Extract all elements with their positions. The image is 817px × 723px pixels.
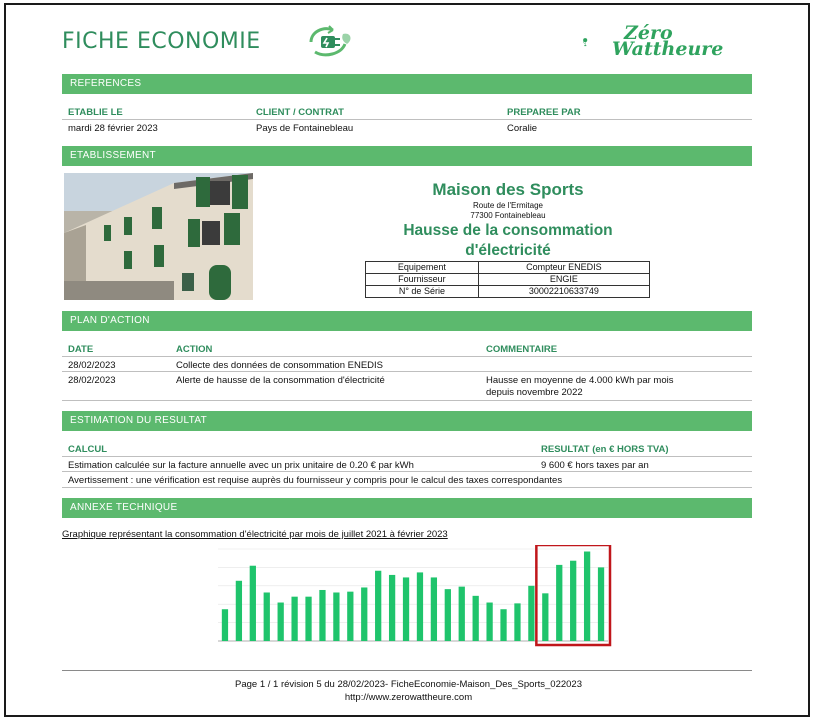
result-value: 9 600 € hors taxes par an xyxy=(541,460,649,471)
table-row xyxy=(366,274,650,286)
chart-bars xyxy=(222,552,604,641)
table-row xyxy=(366,286,650,298)
result-header: RESULTAT (en € HORS TVA) xyxy=(541,444,669,455)
footer-url: http://www.zerowattheure.com xyxy=(344,692,473,703)
chart-bar xyxy=(598,567,604,641)
warning-text: Avertissement : une vérification est requise auprès du fournisseur y compris pour le calcul des taxes correspondantes xyxy=(68,475,563,486)
chart-bar xyxy=(431,577,437,641)
serial-label: N° de Série xyxy=(366,286,479,298)
chart-bar xyxy=(222,609,228,641)
chart-bar xyxy=(250,566,256,641)
chart-bar xyxy=(403,577,409,641)
chart-bar xyxy=(570,561,576,641)
chart-bar xyxy=(445,589,451,641)
section-annexe: ANNEXE TECHNIQUE xyxy=(62,498,752,518)
address-city: 77300 Fontainebleau xyxy=(470,211,546,220)
headline xyxy=(350,221,666,261)
chart-bar xyxy=(291,597,297,641)
client-label: CLIENT / CONTRAT xyxy=(256,107,344,118)
chart-bar xyxy=(347,592,353,641)
logo-text-wattheure: Wattheure xyxy=(612,38,724,60)
established-value: mardi 28 février 2023 xyxy=(68,123,158,134)
logo-text-zero: Zéro xyxy=(624,22,673,44)
plan-row2-date: 28/02/2023 xyxy=(68,375,116,386)
consumption-chart xyxy=(198,545,618,663)
divider xyxy=(62,356,752,357)
divider xyxy=(62,487,752,488)
plan-row1-action: Collecte des données de consommation ENEDIS xyxy=(176,360,384,371)
chart-title: Graphique représentant la consommation d'électricité par mois de juillet 2021 à février 2023 xyxy=(62,529,448,540)
chart-bar xyxy=(500,609,506,641)
footer-revision: Page 1 / 1 révision 5 du 28/02/2023- FicheEconomie-Maison_Des_Sports_022023 xyxy=(235,679,582,690)
divider xyxy=(62,471,752,472)
chart-bar xyxy=(459,587,465,641)
establishment-name: Maison des Sports xyxy=(432,180,584,199)
supplier-label: Fournisseur xyxy=(366,274,479,286)
divider xyxy=(62,400,752,401)
divider xyxy=(62,456,752,457)
chart-bar xyxy=(319,590,325,641)
chart-grid xyxy=(218,549,608,641)
chart-bar xyxy=(473,596,479,641)
divider xyxy=(62,371,752,372)
chart-bar xyxy=(278,603,284,641)
equipment-table xyxy=(365,261,650,298)
prepared-value: Coralie xyxy=(507,123,538,134)
plan-action-header: ACTION xyxy=(176,344,213,355)
chart-bar xyxy=(584,552,590,641)
section-estimation: ESTIMATION DU RESULTAT xyxy=(62,411,752,431)
equipment-label: Equipement xyxy=(366,262,479,274)
prepared-label: PREPAREE PAR xyxy=(507,107,581,118)
chart-bar xyxy=(389,575,395,641)
chart-bar xyxy=(375,571,381,641)
chart-bar xyxy=(514,603,520,641)
table-row xyxy=(366,262,650,274)
chart-bar xyxy=(556,565,562,641)
chart-bar xyxy=(542,593,548,641)
plan-date-header: DATE xyxy=(68,344,94,355)
chart-bar xyxy=(333,592,339,641)
chart-bar xyxy=(305,597,311,641)
section-etablissement: ETABLISSEMENT xyxy=(62,146,752,166)
chart-bar xyxy=(417,572,423,641)
headline-line1: Hausse de la consommation xyxy=(403,222,613,239)
chart-bar xyxy=(486,603,492,641)
client-value: Pays de Fontainebleau xyxy=(256,123,354,134)
headline-line2: d'électricité xyxy=(465,242,551,259)
established-label: ETABLIE LE xyxy=(68,107,123,118)
address-street: Route de l'Ermitage xyxy=(472,201,543,210)
calc-text: Estimation calculée sur la facture annuelle avec un prix unitaire de 0.20 € par kWh xyxy=(68,460,414,471)
equipment-value: Compteur ENEDIS xyxy=(478,262,649,274)
chart-bar xyxy=(236,581,242,641)
footer-divider xyxy=(62,670,752,671)
divider xyxy=(62,119,752,120)
serial-value: 30002210633749 xyxy=(478,286,649,298)
section-references: REFERENCES xyxy=(62,74,752,94)
section-plan-action: PLAN D'ACTION xyxy=(62,311,752,331)
page-title: FICHE ECONOMIE xyxy=(62,29,261,54)
plan-row2-action: Alerte de hausse de la consommation d'électricité xyxy=(176,375,385,386)
chart-bar xyxy=(528,586,534,641)
plan-row2-comment-line1: Hausse en moyenne de 4.000 kWh par mois xyxy=(486,375,674,386)
chart-bar xyxy=(361,587,367,641)
supplier-value: ENGIE xyxy=(478,274,649,286)
plan-row1-date: 28/02/2023 xyxy=(68,360,116,371)
plug-leaf-icon xyxy=(303,24,355,60)
chart-bar xyxy=(264,592,270,641)
plan-comment-header: COMMENTAIRE xyxy=(486,344,558,355)
building-photo xyxy=(64,173,253,300)
calc-header: CALCUL xyxy=(68,444,108,455)
plan-row2-comment-line2: depuis novembre 2022 xyxy=(486,387,583,398)
